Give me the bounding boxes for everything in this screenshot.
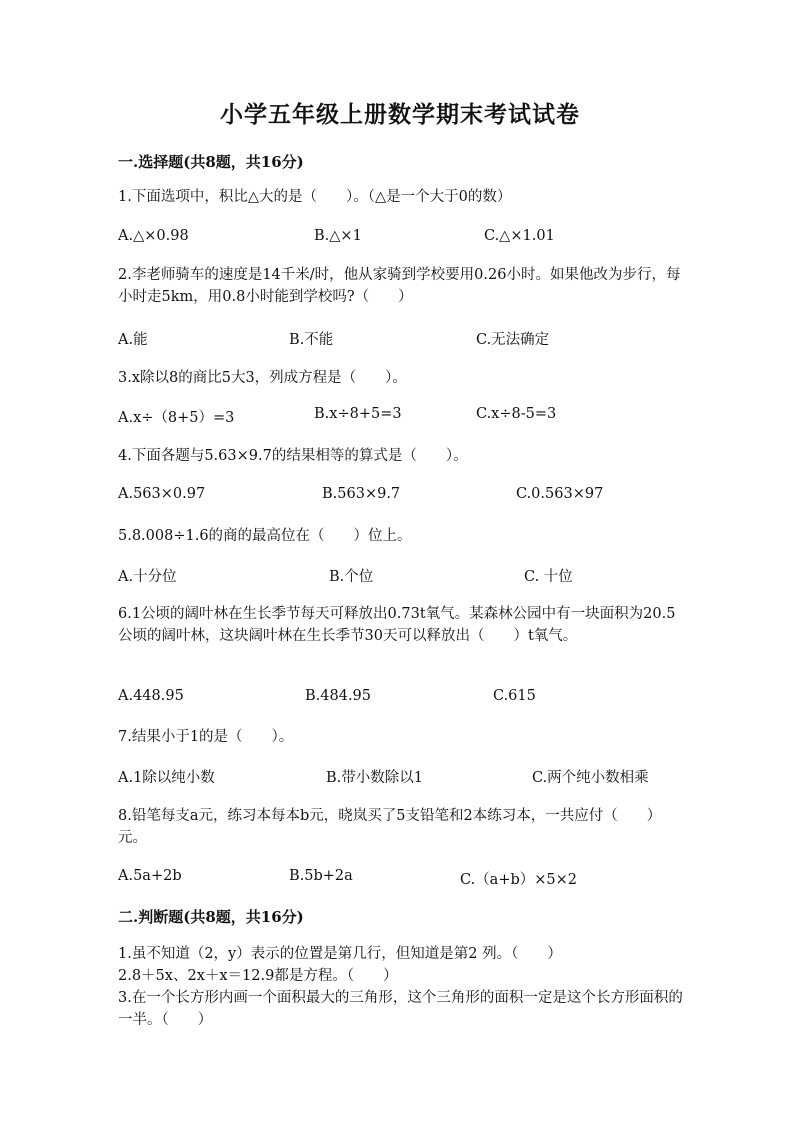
q2-option-c: C.无法确定 <box>476 332 550 348</box>
question-5: 5.8.008÷1.6的商的最高位在（ ）位上。 <box>118 528 412 544</box>
q8-option-a: A.5a+2b <box>118 868 182 884</box>
q6-option-b: B.484.95 <box>305 688 372 704</box>
q1-option-c: C.△×1.01 <box>484 228 555 244</box>
question-4: 4.下面各题与5.63×9.7的结果相等的算式是（ ）。 <box>118 448 468 464</box>
q5-option-a: A.十分位 <box>118 569 177 585</box>
q8-option-b: B.5b+2a <box>289 868 353 884</box>
q7-option-b: B.带小数除以1 <box>326 770 423 786</box>
q2-option-b: B.不能 <box>289 332 334 348</box>
q4-option-a: A.563×0.97 <box>118 486 206 502</box>
q4-option-b: B.563×9.7 <box>322 486 401 502</box>
q2-option-a: A.能 <box>118 332 148 348</box>
q1-option-b: B.△×1 <box>314 228 362 244</box>
q7-option-c: C.两个纯小数相乘 <box>532 770 649 786</box>
section-heading-choice: 一.选择题(共8题，共16分) <box>118 153 304 171</box>
question-8: 8.铅笔每支a元，练习本每本b元，晓岚买了5支铅笔和2本练习本，一共应付（ ）元。 <box>118 808 662 846</box>
q6-option-a: A.448.95 <box>118 688 184 704</box>
judgement-question-3: 3.在一个长方形内画一个面积最大的三角形，这个三角形的面积一定是这个长方形面积的一半。（ ） <box>118 990 683 1028</box>
q4-option-c: C.0.563×97 <box>516 486 604 502</box>
question-3: 3.x除以8的商比5大3，列成方程是（ ）。 <box>118 370 407 386</box>
question-1: 1.下面选项中，积比△大的是（ ）。（△是一个大于0的数） <box>118 189 512 205</box>
q5-option-b: B.个位 <box>329 569 374 585</box>
judgement-question-2: 2.8＋5x、2x＋x＝12.9都是方程。（ ） <box>118 968 398 984</box>
q7-option-a: A.1除以纯小数 <box>118 770 215 786</box>
q1-option-a: A.△×0.98 <box>118 228 189 244</box>
judgement-question-1: 1.虽不知道（2，y）表示的位置是第几行，但知道是第2 列。（ ） <box>118 946 562 962</box>
q6-option-c: C.615 <box>493 688 536 704</box>
q5-option-c: C. 十位 <box>524 569 573 585</box>
q3-option-b: B.x÷8+5=3 <box>314 406 402 422</box>
q8-option-c: C.（a+b）×5×2 <box>460 872 578 888</box>
question-2: 2.李老师骑车的速度是14千米/时，他从家骑到学校要用0.26小时。如果他改为步行，每小时走5km，用0.8小时能到学校吗?（ ） <box>118 267 681 305</box>
question-6: 6.1公顷的阔叶林在生长季节每天可释放出0.73t氧气。某森林公园中有一块面积为20.5公顷的阔叶林，这块阔叶林在生长季节30天可以释放出（ ）t氧气。 <box>118 606 676 644</box>
q3-option-a: A.x÷（8+5）=3 <box>118 410 235 426</box>
question-7: 7.结果小于1的是（ ）。 <box>118 729 294 745</box>
q3-option-c: C.x÷8-5=3 <box>476 406 557 422</box>
page-title: 小学五年级上册数学期末考试试卷 <box>220 101 580 128</box>
section-heading-judgement: 二.判断题(共8题，共16分) <box>118 908 304 926</box>
